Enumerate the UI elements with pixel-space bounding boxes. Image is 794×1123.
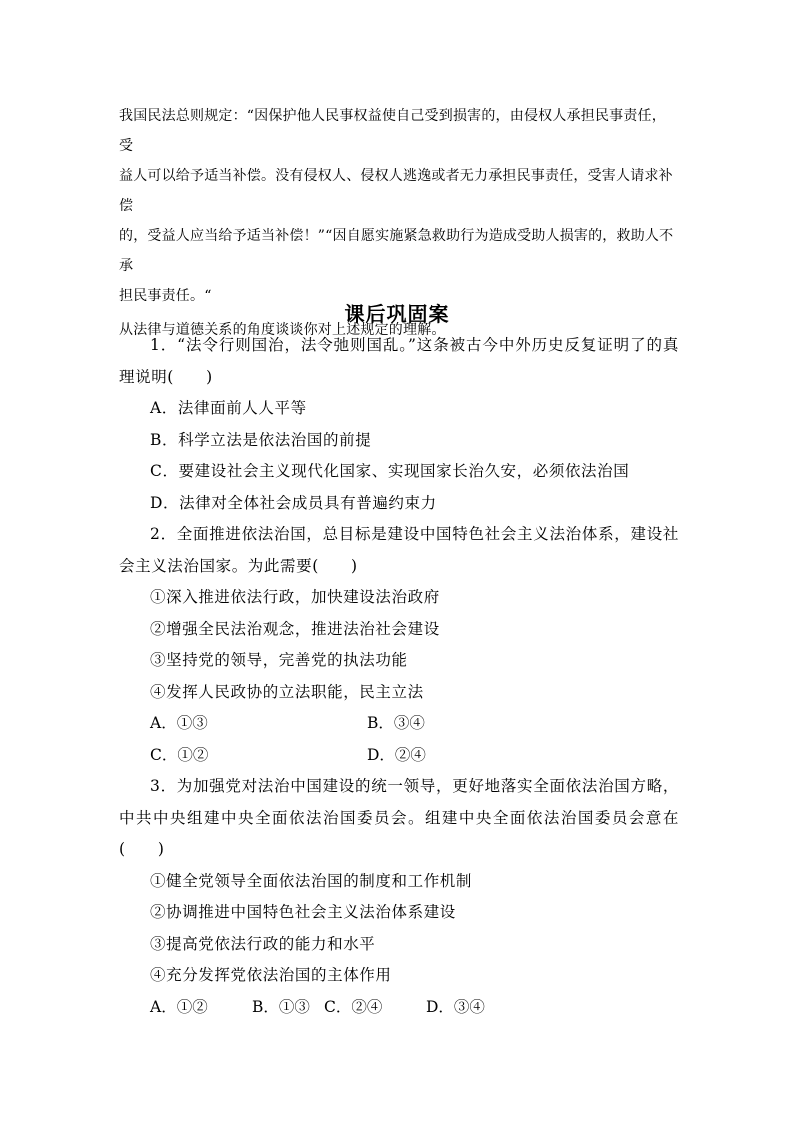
question-1-stem: 1．“法令行则国治，法令弛则国乱。”这条被古今中外历史反复证明了的真理说明( ) bbox=[119, 336, 679, 386]
question-3-choices-row bbox=[119, 992, 679, 1024]
question-2-choice-c: C．①② bbox=[150, 745, 209, 764]
exercise-body bbox=[119, 330, 679, 1023]
intro-question: 从法律与道德关系的角度谈谈你对上述规定的理解。 bbox=[119, 322, 446, 338]
question-2-choices-row-2 bbox=[119, 740, 679, 772]
question-2-item-4: ④发挥人民政协的立法职能，民主立法 bbox=[150, 682, 424, 701]
section-title: 课后巩固案 bbox=[344, 302, 450, 326]
question-2-item-3: ③坚持党的领导，完善党的执法功能 bbox=[150, 651, 408, 669]
intro-line: 的，受益人应当给予适当补偿！”“因自愿实施紧急救助行为造成受助人损害的，救助人不承 bbox=[119, 228, 674, 274]
question-2-choice-b: B．③④ bbox=[367, 714, 425, 732]
question-3-stem: 3．为加强党对法治中国建设的统一领导，更好地落实全面依法治国方略，中共中央组建中央全面依法治国委员会。组建中央全面依法治国委员会意在( ) bbox=[119, 777, 679, 858]
question-3-choice-c: C．②④ bbox=[324, 997, 383, 1016]
question-2-choice-d: D．②④ bbox=[367, 745, 426, 764]
question-1-option-c: C．要建设社会主义现代化国家、实现国家长治久安，必须依法治国 bbox=[150, 462, 630, 480]
intro-line: 益人可以给予适当补偿。没有侵权人、侵权人逃逸或者无力承担民事责任，受害人请求补偿 bbox=[119, 168, 673, 214]
question-3-item-1: ①健全党领导全面依法治国的制度和工作机制 bbox=[150, 871, 473, 890]
intro-line: 我国民法总则规定：“因保护他人民事权益使自己受到损害的，由侵权人承担民事责任，受 bbox=[119, 108, 666, 154]
question-3-choice-a: A．①② bbox=[150, 997, 208, 1016]
question-3-item-4: ④充分发挥党依法治国的主体作用 bbox=[150, 966, 392, 984]
question-3-item-2: ②协调推进中国特色社会主义法治体系建设 bbox=[150, 903, 456, 921]
question-1-option-d: D．法律对全体社会成员具有普遍约束力 bbox=[150, 493, 437, 512]
question-2-item-1: ①深入推进依法行政，加快建设法治政府 bbox=[150, 588, 440, 606]
question-1-option-b: B．科学立法是依法治国的前提 bbox=[150, 430, 372, 449]
question-3-choice-d: D．③④ bbox=[426, 997, 485, 1016]
question-2-choices-row-1 bbox=[119, 708, 679, 740]
question-2-item-2: ②增强全民法治观念，推进法治社会建设 bbox=[150, 619, 440, 638]
intro-line: 担民事责任。“ bbox=[119, 288, 212, 304]
question-3-item-3: ③提高党依法行政的能力和水平 bbox=[150, 934, 376, 953]
question-3-choice-b: B．①③ bbox=[252, 997, 310, 1016]
question-1-option-a: A．法律面前人人平等 bbox=[150, 399, 307, 417]
question-2-stem: 2．全面推进依法治国，总目标是建设中国特色社会主义法治体系，建设社会主义法治国家。为此需要( ) bbox=[119, 525, 679, 575]
question-2-choice-a: A．①③ bbox=[150, 714, 208, 732]
